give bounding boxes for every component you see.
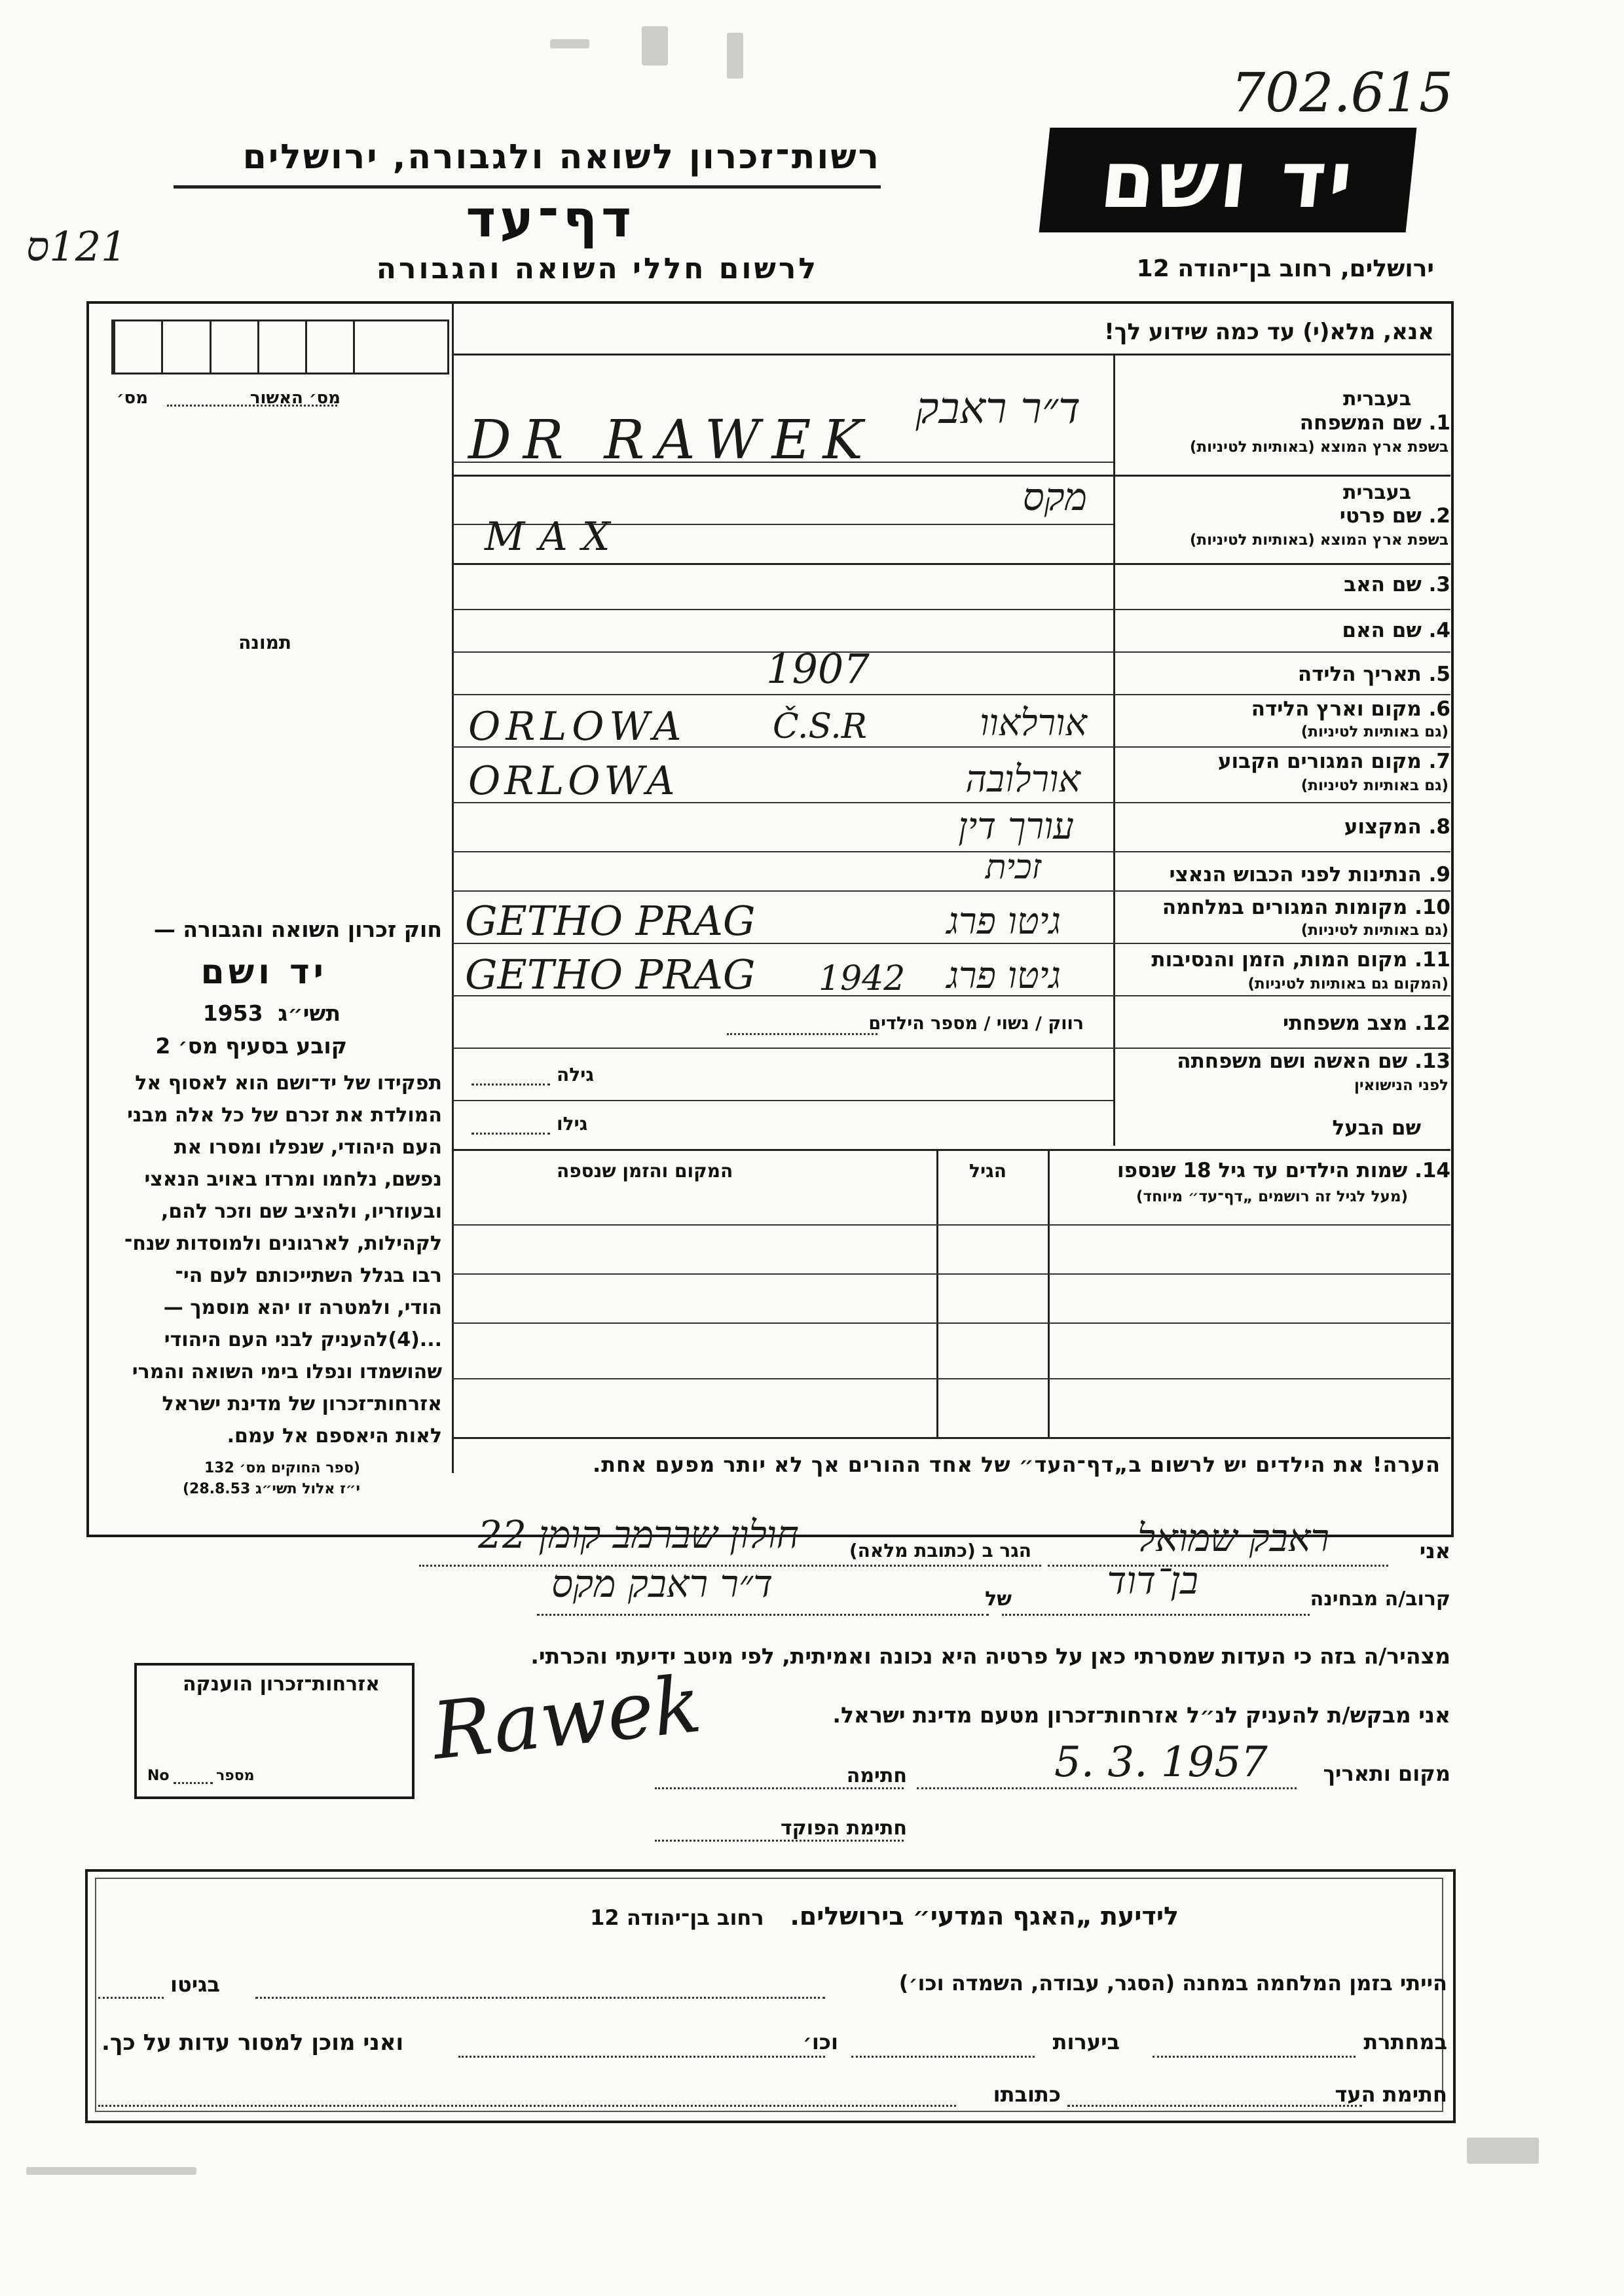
label-first-name: 2. שם פרטי — [1339, 504, 1450, 528]
yad-vashem-logo: יד ושם — [1039, 128, 1417, 232]
place-date-line — [917, 1787, 1297, 1789]
label-surname: 1. שם המשפחה — [1299, 411, 1450, 435]
value-residence-hebrew: אורלובה — [965, 758, 1080, 801]
value-death-place-latin: GETHO PRAG — [465, 951, 756, 998]
value-surname-latin: DR RAWEK — [468, 409, 875, 471]
declarant-name-line — [1048, 1565, 1388, 1567]
label-birth-date: 5. תאריך הלידה — [1297, 663, 1450, 686]
law-text-line: הודי, ולמטרה זו יהא מוסמך — — [163, 1296, 442, 1319]
value-birth-date: 1907 — [766, 645, 870, 693]
value-first-name-latin: MAX — [485, 514, 625, 560]
place-date-label: מקום ותאריך — [1323, 1761, 1450, 1786]
value-birth-country: Č.S.R — [773, 707, 867, 746]
footer-etc-label: וכו׳ — [802, 2030, 838, 2054]
children-col-divider — [936, 1149, 938, 1437]
children-col-place: המקום והזמן שנספה — [557, 1160, 733, 1182]
children-row-rule — [452, 1378, 1450, 1379]
footer-underground-label: במחתרת — [1363, 2030, 1447, 2054]
row-rule — [452, 1048, 1450, 1049]
footer-address-dots — [98, 2105, 956, 2107]
relation-value: בן־דוד — [1107, 1558, 1198, 1603]
label-residence: 7. מקום המגורים הקבוע — [1217, 750, 1450, 773]
label-wife-name: 13. שם האשה ושם משפחתה — [1177, 1049, 1450, 1073]
husband-age-label: גילו — [557, 1113, 588, 1135]
row-rule — [452, 851, 1450, 852]
sublabel-wartime-residence: (גם באותיות לטיניות) — [1301, 922, 1449, 939]
husband-age-line — [471, 1133, 550, 1135]
law-reference-1: (ספר החוקים מס׳ 132 — [204, 1460, 360, 1476]
value-wartime-residence-latin: GETHO PRAG — [465, 897, 756, 945]
approval-prefix: מס׳ — [117, 388, 149, 408]
law-reference-2: י״ז אלול תשי״ג 28.8.53) — [182, 1481, 360, 1497]
law-year: תשי״ג 1953 — [202, 1000, 341, 1026]
grant-box-no-label: No — [147, 1768, 170, 1784]
hebrew-tag-1: בעברית — [1343, 388, 1411, 410]
declarant-name-value: ראבק שמואל — [1137, 1516, 1329, 1560]
row-rule — [452, 890, 1450, 892]
marital-status-line — [727, 1033, 877, 1035]
law-text-line: העם היהודי, שנפלו ומסרו את — [174, 1136, 442, 1159]
approval-number-line — [167, 405, 337, 407]
scan-smudge — [727, 33, 743, 79]
law-text-line: לאות היאספם אל עמם. — [227, 1425, 442, 1448]
value-profession-extra: זכית — [985, 848, 1041, 887]
value-death-place-hebrew: גיטו פרג — [946, 955, 1061, 997]
law-text-line: רבו בגלל השתייכותם לעם הי־ — [175, 1264, 442, 1287]
row-rule — [452, 1149, 1450, 1151]
scan-smudge — [1467, 2138, 1539, 2164]
scan-smudge — [642, 26, 668, 65]
row-rule — [452, 609, 1450, 610]
law-name: יד ושם — [200, 953, 327, 992]
sublabel-wife-name: לפני הנישואין — [1354, 1077, 1449, 1094]
sublabel-residence: (גם באותיות לטיניות) — [1301, 777, 1449, 794]
wife-age-label: גילה — [557, 1064, 594, 1085]
label-children: 14. שמות הילדים עד גיל 18 שנספו — [1117, 1159, 1450, 1182]
sublabel-first-name: בשפת ארץ המוצא (באותיות לטיניות) — [1189, 532, 1449, 549]
declarant-ani-label: אני — [1419, 1539, 1450, 1563]
scan-smudge — [26, 2167, 196, 2175]
intro-instruction: אנא, מלא(י) עד כמה שידוע לך! — [1104, 319, 1434, 345]
children-row-rule — [452, 1224, 1450, 1226]
declaration-text: מצהיר/ה בזה כי העדות שמסרתי כאן על פרטיה היא נכונה ואמיתית, לפי מיטב ידיעתי והכרתי. — [530, 1643, 1450, 1669]
grant-box-line — [174, 1782, 213, 1784]
approval-number-label: מס׳ האשור — [249, 388, 341, 408]
footer-forests-dots — [851, 2056, 1035, 2058]
label-wartime-residence: 10. מקומות המגורים במלחמה — [1162, 896, 1450, 919]
label-profession: 8. המקצוע — [1344, 815, 1450, 839]
side-annotation: 121ס — [26, 223, 127, 270]
form-subtitle: לרשום חללי השואה והגבורה — [376, 252, 819, 285]
children-col-divider — [1048, 1149, 1050, 1437]
declarant-address-value: חולון שברמב קומן 22 — [478, 1512, 799, 1557]
label-husband-name: שם הבעל — [1332, 1116, 1421, 1140]
row-rule — [452, 651, 1450, 653]
form-title: דף־עד — [466, 190, 635, 249]
footer-address-label: כתובתו — [993, 2082, 1061, 2107]
footer-line1-dots — [255, 1997, 825, 1999]
label-birth-place: 6. מקום וארץ הלידה — [1251, 697, 1450, 721]
value-death-year: 1942 — [819, 959, 906, 998]
footer-willing-text: ואני מוכן למסור עדות על כך. — [101, 2030, 404, 2056]
archive-number-annotation: 702.615 — [1231, 62, 1454, 124]
footer-title: לידיעת „האגף המדעי״ בירושלים. רחוב בן־יהודה 12 — [590, 1902, 1179, 1931]
value-surname-hebrew: ד״ר ראבק — [915, 383, 1080, 433]
footer-line1-label: הייתי בזמן המלחמה במחנה (הסגר, עבודה, השמדה וכו׳) — [898, 1971, 1447, 1995]
law-text — [101, 1067, 442, 1452]
row-rule — [452, 1100, 1113, 1101]
relation-label: קרוב/ה מבחינה — [1310, 1588, 1450, 1611]
intro-rule — [452, 354, 1450, 355]
wife-age-line — [471, 1084, 550, 1085]
photo-label: תמונה — [238, 632, 291, 653]
authority-underline — [174, 185, 881, 189]
signature-label: חתימה — [846, 1764, 907, 1787]
declarant-signature: Rawek — [428, 1658, 706, 1778]
footer-ghetto-dots — [98, 1997, 164, 1999]
law-text-line: נפשם, נלחמו ומרדו באויב הנאצי — [144, 1168, 442, 1191]
law-clause: קובע בסעיף מס׳ 2 — [155, 1033, 347, 1059]
law-text-line: תפקידו של יד־ושם הוא לאסוף אל — [135, 1072, 442, 1095]
footer-ghetto-label: בגיטו — [170, 1972, 220, 1997]
of-line — [537, 1614, 989, 1616]
row-rule — [452, 694, 1450, 695]
law-text-line: ...(4)להעניק לבני העם היהודי — [164, 1328, 442, 1351]
children-row-rule — [452, 1273, 1450, 1275]
children-table-bottom — [452, 1437, 1450, 1439]
label-death-place: 11. מקום המות, הזמן והנסיבות — [1151, 948, 1450, 972]
label-father-name: 3. שם האב — [1344, 573, 1450, 596]
footer-etc-dots — [458, 2056, 825, 2058]
note-children: הערה! את הילדים יש לרשום ב„דף־העד״ של אחד ההורים אך לא יותר מפעם אחת. — [592, 1452, 1441, 1477]
value-profession: עורך דין — [958, 805, 1074, 848]
law-text-line: שהושמדו ונפלו בימי השואה והמרי — [132, 1360, 442, 1383]
request-text: אני מבקש/ת להעניק לנ״ל אזרחות־זכרון מטעם מדינת ישראל. — [832, 1702, 1450, 1728]
date-value: 5. 3. 1957 — [1054, 1738, 1268, 1787]
grant-box-number-label: מספר — [216, 1768, 255, 1784]
value-first-name-hebrew: מקס — [1022, 475, 1087, 519]
footer-forests-label: ביערות — [1052, 2030, 1120, 2054]
official-signature-line — [655, 1840, 904, 1842]
law-text-line: ובעוזריו, ולהציב שם וזכר להם, — [160, 1200, 442, 1223]
row-rule — [452, 563, 1450, 565]
sublabel-children: (מעל לגיל זה רושמים „דף־עד״ מיוחד) — [1136, 1188, 1408, 1205]
label-marital-status: 12. מצב משפחתי — [1282, 1011, 1450, 1035]
official-signature-label: חתימת הפוקד — [781, 1817, 907, 1840]
relation-line — [1002, 1614, 1310, 1616]
value-birth-place-latin: ORLOWA — [468, 704, 687, 750]
grant-box-title: אזרחות־זכרון הוענקה — [182, 1673, 380, 1696]
header-address: ירושלים, רחוב בן־יהודה 12 — [1136, 255, 1434, 282]
label-column-divider — [1113, 354, 1115, 1146]
signature-line — [655, 1787, 904, 1789]
of-value: ד״ר ראבק מקס — [551, 1561, 773, 1606]
sublabel-birth-place: (גם באותיות לטיניות) — [1301, 723, 1449, 740]
approval-number-boxes — [111, 319, 449, 374]
sublabel-death-place: (המקום גם באותיות לטיניות) — [1247, 975, 1449, 993]
law-text-line: אזרחות־זכרון של מדינת ישראל — [162, 1393, 442, 1415]
sublabel-surname: בשפת ארץ המוצא (באותיות לטיניות) — [1189, 439, 1449, 456]
footer-witness-signature-label: חתימת העד — [1335, 2082, 1447, 2107]
value-residence-latin: ORLOWA — [468, 758, 679, 804]
law-text-line: לקהילות, לארגונים ולמוסדות שנח־ — [124, 1232, 442, 1255]
row-rule — [452, 475, 1450, 477]
label-mother-name: 4. שם האם — [1342, 619, 1450, 642]
footer-underground-dots — [1153, 2056, 1356, 2058]
authority-name: רשות־זכרון לשואה ולגבורה, ירושלים — [242, 137, 881, 177]
label-nationality: 9. הנתינות לפני הכבוש הנאצי — [1169, 863, 1450, 886]
marital-status-options: רווק / נשוי / מספר הילדים — [868, 1013, 1084, 1034]
left-column-divider — [452, 301, 454, 1473]
hebrew-tag-2: בעברית — [1343, 481, 1411, 504]
value-birth-place-hebrew: אורלאוו — [980, 702, 1087, 744]
children-col-age: הגיל — [969, 1160, 1006, 1182]
children-row-rule — [452, 1322, 1450, 1324]
value-wartime-residence-hebrew: גיטו פרג — [946, 900, 1061, 943]
law-text-line: המולדת את זכרם של כל אלה מבני — [127, 1104, 442, 1127]
of-label: של — [985, 1588, 1012, 1611]
footer-witness-signature-dots — [1067, 2105, 1362, 2107]
law-title: חוק זכרון השואה והגבורה — — [153, 917, 442, 942]
scan-smudge — [550, 39, 589, 48]
declarant-residing-label: הגר ב (כתובת מלאה) — [849, 1540, 1031, 1561]
